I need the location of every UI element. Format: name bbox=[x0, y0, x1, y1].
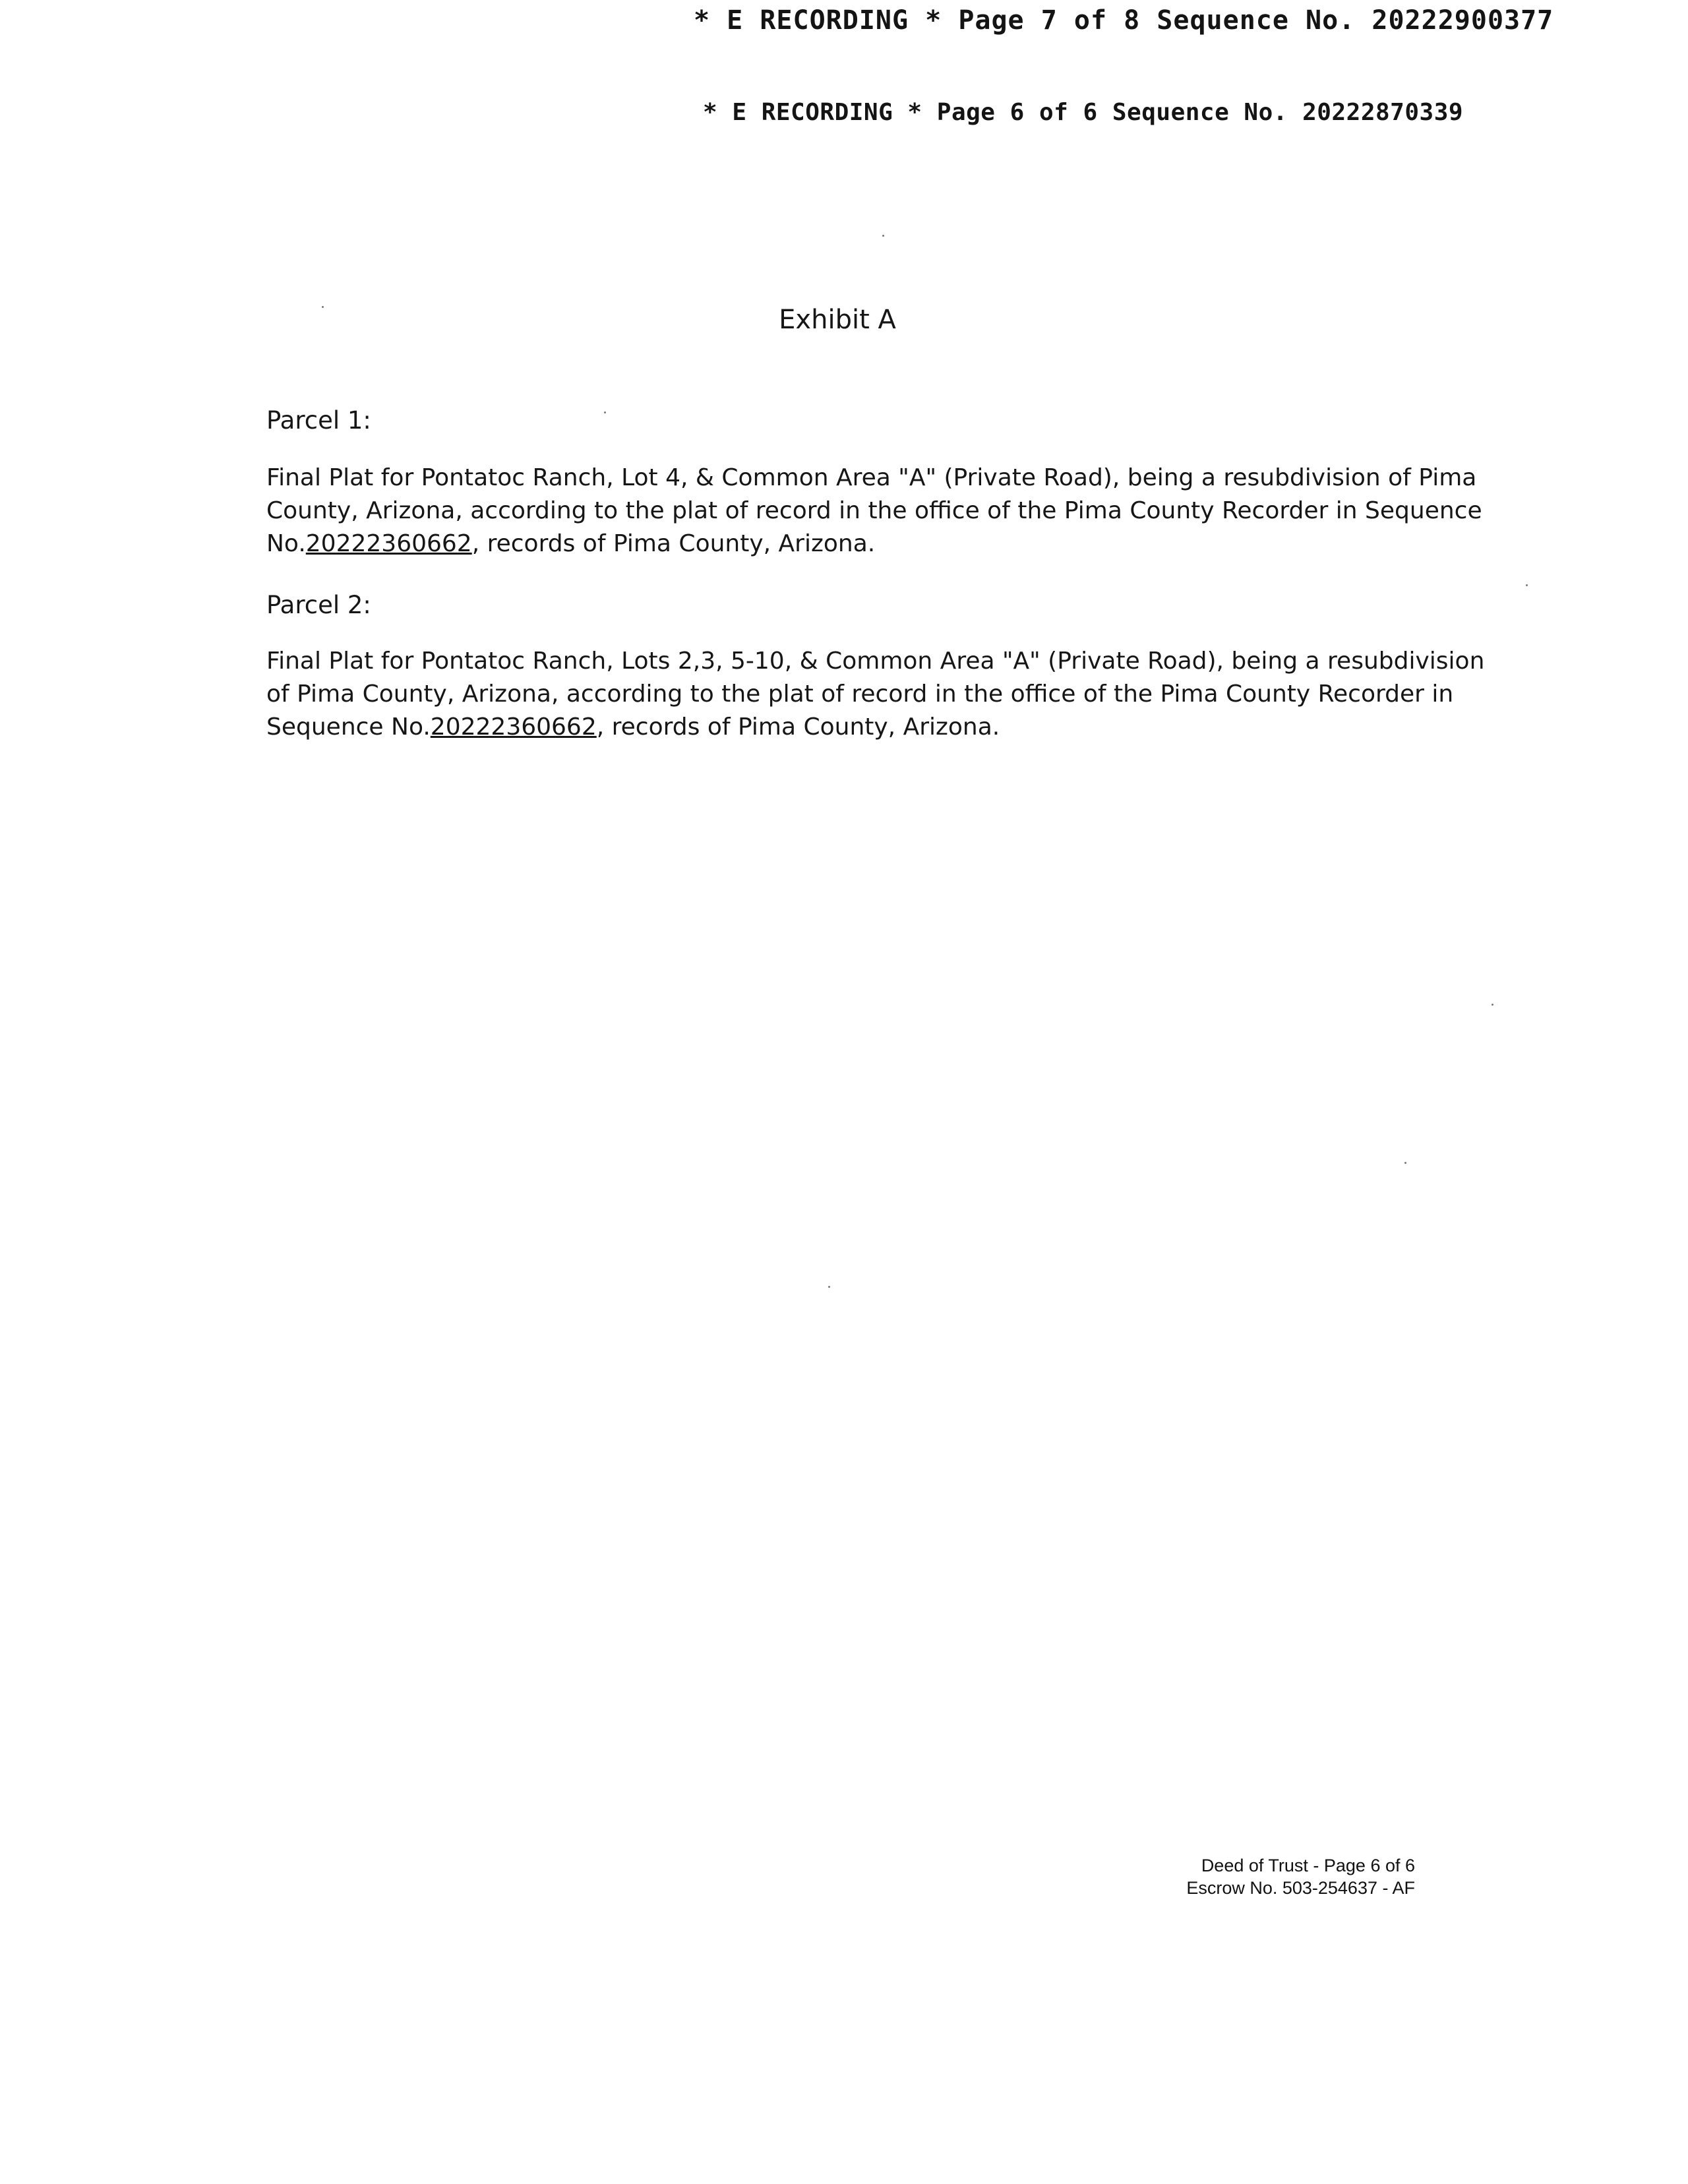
scan-speck bbox=[1526, 584, 1528, 586]
parcel-2-sequence-ref: 20222360662 bbox=[430, 713, 597, 741]
scan-speck bbox=[604, 411, 606, 413]
recording-stamp-top: * E RECORDING * Page 7 of 8 Sequence No. 20222900377 bbox=[694, 5, 1554, 36]
scan-speck bbox=[1492, 1004, 1493, 1006]
parcel-2-heading: Parcel 2: bbox=[266, 591, 371, 619]
footer-escrow-number: Escrow No. 503-254637 - AF bbox=[1186, 1878, 1415, 1898]
parcel-2-description bbox=[266, 645, 1485, 744]
recording-stamp-second: * E RECORDING * Page 6 of 6 Sequence No. 20222870339 bbox=[703, 99, 1464, 126]
parcel-1-line: Final Plat for Pontatoc Ranch, Lot 4, & Common Area "A" (Private Road), being a resubdivision of Pima bbox=[266, 464, 1477, 491]
exhibit-title: Exhibit A bbox=[779, 305, 896, 335]
parcel-2-line: of Pima County, Arizona, according to the plat of record in the office of the Pima County Recorder in bbox=[266, 681, 1454, 708]
scan-speck bbox=[1404, 1162, 1406, 1164]
parcel-2-line bbox=[266, 711, 1447, 744]
scan-speck bbox=[322, 306, 324, 308]
parcel-1-description bbox=[266, 462, 1482, 561]
parcel-1-line bbox=[266, 528, 1447, 561]
parcel-1-suffix: , records of Pima County, Arizona. bbox=[471, 530, 876, 557]
parcel-1-sequence-ref: 20222360662 bbox=[305, 530, 472, 557]
scan-speck bbox=[882, 235, 884, 237]
parcel-1-heading: Parcel 1: bbox=[266, 406, 371, 435]
parcel-2-line: Final Plat for Pontatoc Ranch, Lots 2,3, 5-10, & Common Area "A" (Private Road), being a resubdivision bbox=[266, 648, 1485, 675]
parcel-2-prefix: Sequence No. bbox=[266, 713, 431, 741]
document-footer bbox=[1186, 1854, 1415, 1899]
footer-page-label: Deed of Trust - Page 6 of 6 bbox=[1201, 1856, 1415, 1875]
scan-speck bbox=[828, 1286, 830, 1288]
parcel-1-line: County, Arizona, according to the plat of record in the office of the Pima County Recorder in Sequence bbox=[266, 497, 1482, 524]
parcel-1-prefix: No. bbox=[266, 530, 306, 557]
parcel-2-suffix: , records of Pima County, Arizona. bbox=[596, 713, 1000, 741]
